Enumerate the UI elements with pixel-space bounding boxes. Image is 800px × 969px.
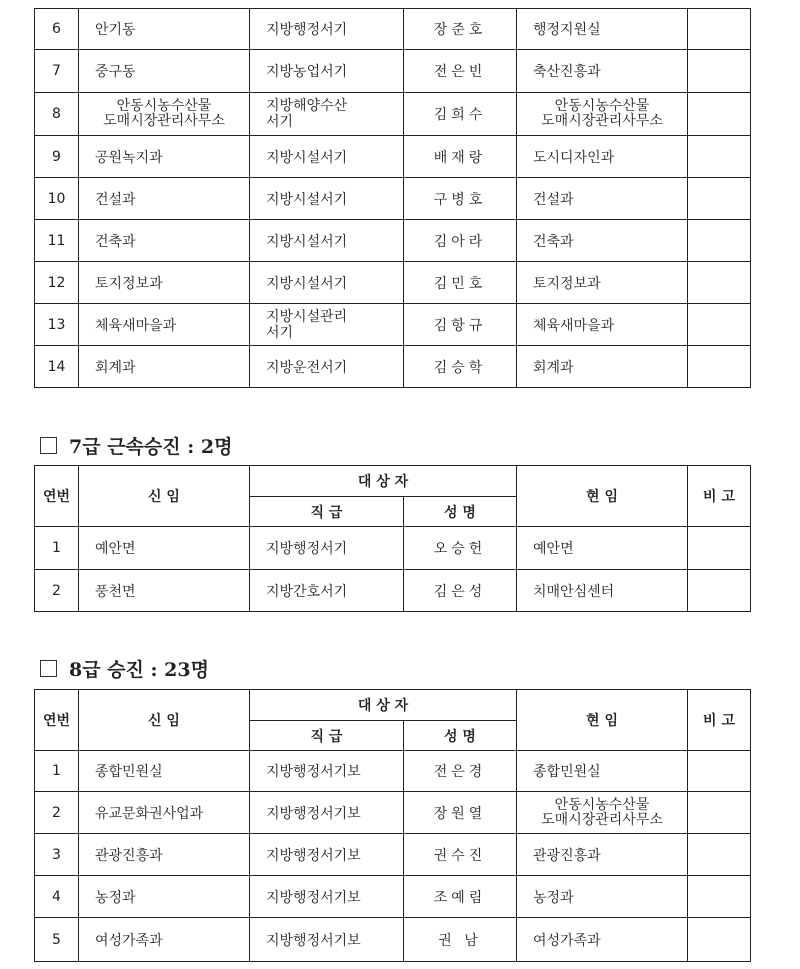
cell-rank: 지방행정서기보 bbox=[250, 918, 404, 962]
table-row bbox=[35, 220, 751, 262]
cell-new-post: 관광진흥과 bbox=[79, 834, 250, 876]
cell-no: 13 bbox=[35, 304, 79, 346]
header-note: 비 고 bbox=[688, 466, 751, 527]
cell-current-post: 농정과 bbox=[517, 876, 688, 918]
cell-rank: 지방행정서기보 bbox=[250, 751, 404, 792]
cell-rank bbox=[250, 93, 404, 136]
cell-current-post: 체육새마을과 bbox=[517, 304, 688, 346]
header-no: 연번 bbox=[35, 466, 79, 527]
cell-no: 1 bbox=[35, 751, 79, 792]
cell-new-post bbox=[79, 93, 250, 136]
cell-new-post: 안기동 bbox=[79, 9, 250, 50]
cell-note bbox=[688, 751, 751, 792]
cell-new-post: 건축과 bbox=[79, 220, 250, 262]
header-rank: 직 급 bbox=[250, 497, 404, 527]
cell-line: 안동시농수산물 bbox=[116, 98, 212, 114]
cell-name: 장준호 bbox=[404, 9, 517, 50]
cell-new-post: 공원녹지과 bbox=[79, 136, 250, 178]
cell-current-post: 건축과 bbox=[517, 220, 688, 262]
cell-name: 김은성 bbox=[404, 570, 517, 612]
header-rank: 직 급 bbox=[250, 721, 404, 751]
cell-rank: 지방운전서기 bbox=[250, 346, 404, 388]
cell-no: 4 bbox=[35, 876, 79, 918]
table-row bbox=[35, 570, 751, 612]
cell-no: 5 bbox=[35, 918, 79, 962]
table-row bbox=[35, 136, 751, 178]
cell-current-post: 건설과 bbox=[517, 178, 688, 220]
cell-name: 권 남 bbox=[404, 918, 517, 962]
cell-line: 도매시장관리사무소 bbox=[103, 113, 225, 129]
cell-new-post: 회계과 bbox=[79, 346, 250, 388]
cell-name: 조예림 bbox=[404, 876, 517, 918]
cell-rank: 지방시설서기 bbox=[250, 178, 404, 220]
cell-line: 서기 bbox=[266, 324, 294, 341]
cell-note bbox=[688, 262, 751, 304]
cell-line: 안동시농수산물 bbox=[554, 98, 650, 114]
cell-no: 3 bbox=[35, 834, 79, 876]
promotion-table-2 bbox=[34, 465, 751, 612]
cell-new-post: 예안면 bbox=[79, 527, 250, 570]
cell-rank: 지방시설서기 bbox=[250, 220, 404, 262]
cell-current-post: 회계과 bbox=[517, 346, 688, 388]
cell-new-post: 유교문화권사업과 bbox=[79, 792, 250, 834]
cell-note bbox=[688, 876, 751, 918]
cell-note bbox=[688, 9, 751, 50]
cell-name: 권수진 bbox=[404, 834, 517, 876]
cell-rank: 지방행정서기보 bbox=[250, 792, 404, 834]
cell-rank: 지방시설서기 bbox=[250, 262, 404, 304]
header-name: 성 명 bbox=[404, 497, 517, 527]
cell-new-post: 체육새마을과 bbox=[79, 304, 250, 346]
table-row bbox=[35, 918, 751, 962]
cell-new-post: 농정과 bbox=[79, 876, 250, 918]
cell-line: 도매시장관리사무소 bbox=[541, 113, 663, 129]
cell-rank: 지방행정서기보 bbox=[250, 876, 404, 918]
header-target: 대 상 자 bbox=[250, 466, 517, 497]
cell-note bbox=[688, 136, 751, 178]
cell-current-post: 행정지원실 bbox=[517, 9, 688, 50]
cell-note bbox=[688, 527, 751, 570]
cell-current-post: 종합민원실 bbox=[517, 751, 688, 792]
cell-current-post: 토지정보과 bbox=[517, 262, 688, 304]
cell-rank: 지방행정서기보 bbox=[250, 834, 404, 876]
cell-no: 8 bbox=[35, 93, 79, 136]
cell-rank: 지방행정서기 bbox=[250, 9, 404, 50]
cell-line: 지방시설관리 bbox=[266, 308, 348, 325]
cell-new-post: 풍천면 bbox=[79, 570, 250, 612]
cell-new-post: 중구동 bbox=[79, 50, 250, 93]
cell-no: 2 bbox=[35, 792, 79, 834]
cell-line: 서기 bbox=[266, 114, 294, 130]
cell-note bbox=[688, 834, 751, 876]
cell-name: 김항규 bbox=[404, 304, 517, 346]
cell-note bbox=[688, 570, 751, 612]
cell-name: 김아라 bbox=[404, 220, 517, 262]
cell-name: 전은경 bbox=[404, 751, 517, 792]
cell-current-post: 예안면 bbox=[517, 527, 688, 570]
cell-no: 12 bbox=[35, 262, 79, 304]
cell-name: 장원열 bbox=[404, 792, 517, 834]
cell-line: 안동시농수산물 bbox=[554, 796, 650, 813]
table-row bbox=[35, 751, 751, 792]
cell-line: 지방해양수산 bbox=[266, 98, 348, 114]
cell-name: 배재랑 bbox=[404, 136, 517, 178]
checkbox-icon bbox=[40, 660, 57, 677]
cell-note bbox=[688, 93, 751, 136]
header-new-post: 신 임 bbox=[79, 466, 250, 527]
header-current-post: 현 임 bbox=[517, 690, 688, 751]
cell-note bbox=[688, 220, 751, 262]
header-no: 연번 bbox=[35, 690, 79, 751]
cell-name: 구병호 bbox=[404, 178, 517, 220]
cell-no: 11 bbox=[35, 220, 79, 262]
header-name: 성 명 bbox=[404, 721, 517, 751]
table-row bbox=[35, 346, 751, 388]
checkbox-icon bbox=[40, 437, 57, 454]
cell-current-post bbox=[517, 792, 688, 834]
cell-no: 10 bbox=[35, 178, 79, 220]
cell-new-post: 건설과 bbox=[79, 178, 250, 220]
cell-rank: 지방간호서기 bbox=[250, 570, 404, 612]
cell-no: 1 bbox=[35, 527, 79, 570]
table-row bbox=[35, 834, 751, 876]
cell-current-post bbox=[517, 93, 688, 136]
cell-rank: 지방시설서기 bbox=[250, 136, 404, 178]
cell-current-post: 도시디자인과 bbox=[517, 136, 688, 178]
cell-rank: 지방농업서기 bbox=[250, 50, 404, 93]
cell-no: 9 bbox=[35, 136, 79, 178]
table-row bbox=[35, 178, 751, 220]
cell-name: 김승학 bbox=[404, 346, 517, 388]
cell-no: 14 bbox=[35, 346, 79, 388]
cell-current-post: 치매안심센터 bbox=[517, 570, 688, 612]
header-new-post: 신 임 bbox=[79, 690, 250, 751]
cell-rank: 지방행정서기 bbox=[250, 527, 404, 570]
cell-no: 2 bbox=[35, 570, 79, 612]
cell-current-post: 축산진흥과 bbox=[517, 50, 688, 93]
cell-rank bbox=[250, 304, 404, 346]
section-title: 7급 근속승진 : 2명 bbox=[69, 435, 233, 458]
cell-new-post: 여성가족과 bbox=[79, 918, 250, 962]
cell-note bbox=[688, 304, 751, 346]
promotion-table-1 bbox=[34, 8, 751, 388]
header-target: 대 상 자 bbox=[250, 690, 517, 721]
cell-note bbox=[688, 792, 751, 834]
cell-note bbox=[688, 346, 751, 388]
cell-current-post: 관광진흥과 bbox=[517, 834, 688, 876]
cell-name: 전은빈 bbox=[404, 50, 517, 93]
table-row bbox=[35, 792, 751, 834]
table-row bbox=[35, 876, 751, 918]
header-current-post: 현 임 bbox=[517, 466, 688, 527]
section-heading-8 bbox=[40, 655, 209, 681]
table-row bbox=[35, 50, 751, 93]
section-heading-7 bbox=[40, 432, 232, 458]
cell-new-post: 토지정보과 bbox=[79, 262, 250, 304]
cell-note bbox=[688, 50, 751, 93]
cell-current-post: 여성가족과 bbox=[517, 918, 688, 962]
cell-new-post: 종합민원실 bbox=[79, 751, 250, 792]
table-row bbox=[35, 9, 751, 50]
cell-note bbox=[688, 918, 751, 962]
table-row bbox=[35, 262, 751, 304]
header-note: 비 고 bbox=[688, 690, 751, 751]
cell-line: 도매시장관리사무소 bbox=[541, 811, 663, 828]
table-row bbox=[35, 527, 751, 570]
cell-note bbox=[688, 178, 751, 220]
cell-name: 오승헌 bbox=[404, 527, 517, 570]
cell-no: 7 bbox=[35, 50, 79, 93]
cell-name: 김희수 bbox=[404, 93, 517, 136]
promotion-table-3 bbox=[34, 689, 751, 962]
cell-no: 6 bbox=[35, 9, 79, 50]
table-row bbox=[35, 304, 751, 346]
section-title: 8급 승진 : 23명 bbox=[69, 658, 209, 681]
table-row bbox=[35, 93, 751, 136]
cell-name: 김민호 bbox=[404, 262, 517, 304]
